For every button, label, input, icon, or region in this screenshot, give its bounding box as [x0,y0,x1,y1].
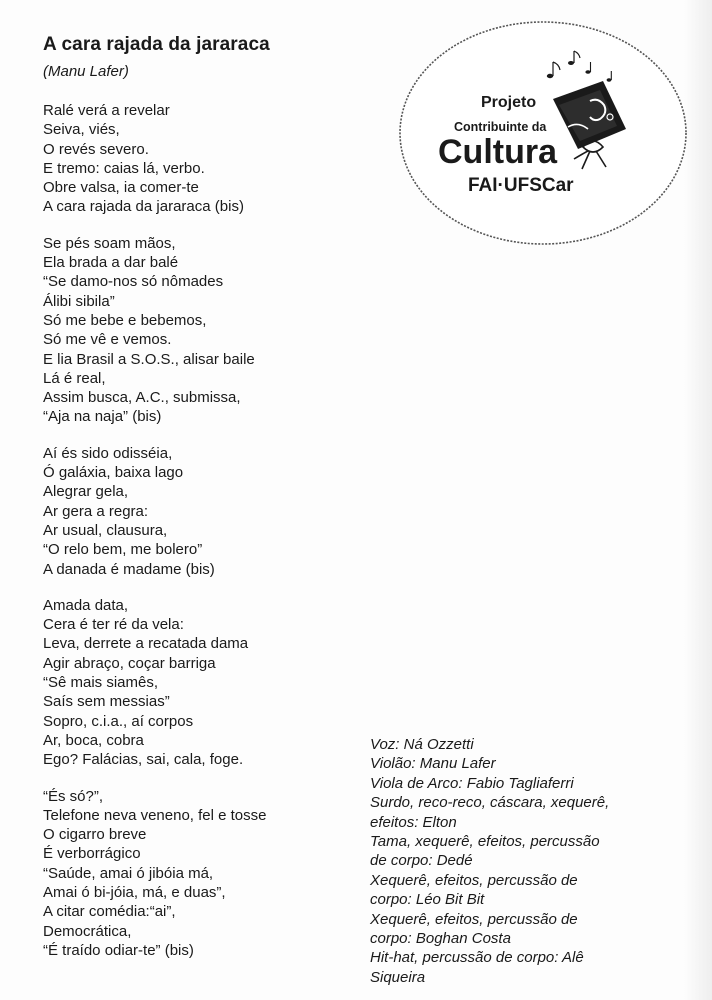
credit-line: Xequerê, efeitos, percussão de corpo: Léo Bit Bit [370,871,578,909]
lyric-line: Ela brada a dar balé [43,254,179,272]
lyric-line: A citar comédia:“ai”, [43,903,176,921]
credits-list [370,735,620,987]
lyric-line: Amai ó bi-jóia, má, e duas”, [43,883,226,901]
lyric-line: É verborrágico [43,845,141,863]
lyric-line: Se pés soam mãos, [43,234,176,252]
logo-line-faiufscar: FAI·UFSCar [468,175,574,196]
lyric-line: O cigarro breve [43,826,147,844]
song-author: (Manu Lafer) [43,63,129,80]
stanza [43,596,373,770]
lyric-line: Álibi sibila” [43,292,115,310]
credit-line: Xequerê, efeitos, percussão de corpo: Boghan Costa [370,910,578,948]
lyric-line: E lia Brasil a S.O.S., alisar baile [43,350,255,368]
lyric-line: “És só?”, [43,787,104,805]
logo-line-contribuinte: Contribuinte da [454,120,547,134]
lyric-line: O revés severo. [43,140,149,158]
lyric-line: Leva, derrete a recatada dama [43,635,249,653]
lyric-line: Obre valsa, ia comer-te [43,179,199,197]
credit-line: Hit-hat, percussão de corpo: Alê Siqueira [370,949,584,986]
credit-line: Surdo, reco-reco, cáscara, xequerê, efeitos: Elton [370,794,610,831]
lyric-line: E tremo: caias lá, verbo. [43,159,205,177]
credit-line: Violão: Manu Lafer [370,755,496,773]
lyric-line: Aí és sido odisséia, [43,444,173,462]
lyric-line: Ar usual, clausura, [43,521,168,539]
lyric-line: “Sê mais siamês, [43,674,159,692]
lyric-line: Assim busca, A.C., submissa, [43,389,241,407]
stanza [43,101,373,217]
lyric-line: Ar, boca, cobra [43,731,144,749]
credit-line: Tama, xequerê, efeitos, percussão de corpo: Dedé [370,833,600,870]
lyric-line: “Se damo-nos só nômades [43,273,224,291]
logo-line-projeto: Projeto [481,94,537,111]
lyric-line: Seiva, viés, [43,121,120,139]
stanza [43,444,373,579]
lyric-line: Telefone neva veneno, fel e tosse [43,806,267,824]
logo-graphic [398,19,698,247]
lyric-line: Amada data, [43,596,129,614]
lyric-line: Ralé verá a revelar [43,102,170,119]
stanza [43,234,373,427]
lyric-line: A danada é madame (bis) [43,560,215,578]
lyric-line: “O relo bem, me bolero” [43,541,203,559]
song-title: A cara rajada da jararaca [43,34,270,55]
lyric-line: Alegrar gela, [43,483,129,501]
lyric-line: Ego? Falácias, sai, cala, foge. [43,751,244,769]
lyric-line: Só me bebe e bebemos, [43,311,207,329]
stanza [43,787,373,961]
lyric-line: “Saúde, amai ó jibóia má, [43,864,214,882]
lyric-line: “É traído odiar-te” (bis) [43,941,194,959]
lyric-line: Lá é real, [43,369,106,387]
lyric-line: Democrática, [43,922,132,940]
lyric-line: “Aja na naja” (bis) [43,408,162,426]
logo-line-cultura: Cultura [438,133,557,171]
lyric-line: Sopro, c.i.a., aí corpos [43,712,194,730]
lyric-line: Saís sem messias” [43,693,170,711]
lyric-line: Só me vê e vemos. [43,331,172,349]
lyric-line: Ó galáxia, baixa lago [43,464,184,482]
lyric-line: A cara rajada da jararaca (bis) [43,198,244,216]
lyric-line: Agir abraço, coçar barriga [43,654,216,672]
project-logo [398,19,698,247]
credit-line: Viola de Arco: Fabio Tagliaferri [370,774,574,792]
lyrics-body [43,101,373,977]
lyric-line: Ar gera a regra: [43,502,149,520]
lyric-line: Cera é ter ré da vela: [43,616,184,634]
credit-line: Voz: Ná Ozzetti [370,736,474,753]
